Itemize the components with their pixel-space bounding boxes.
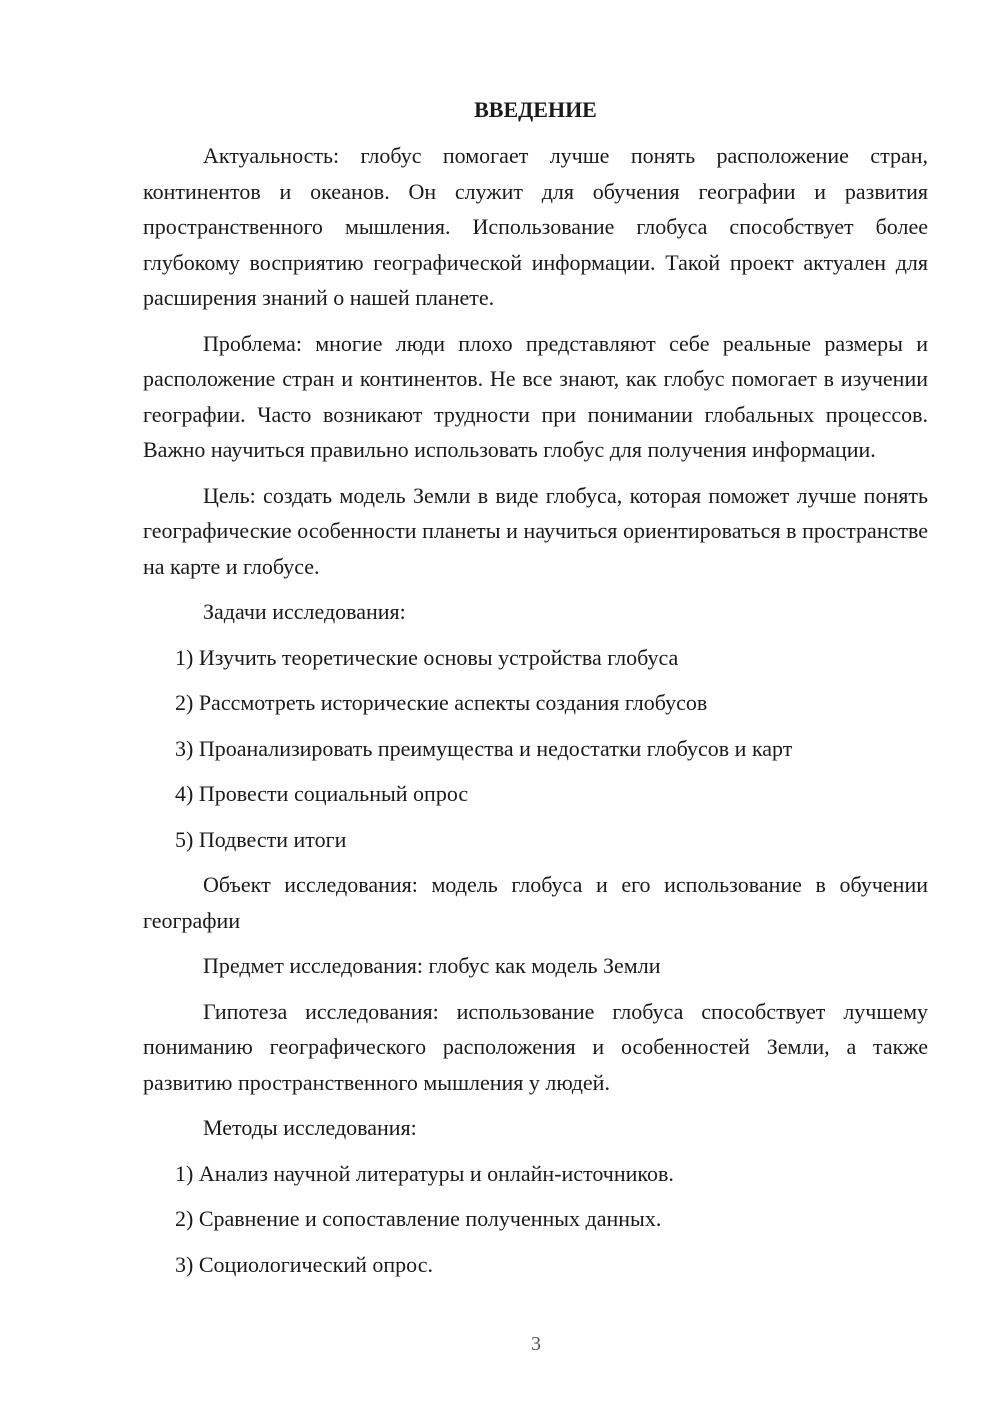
list-item: 4) Провести социальный опрос bbox=[175, 781, 469, 806]
document-page bbox=[143, 92, 928, 1292]
list-item: 1) Изучить теоретические основы устройства глобуса bbox=[175, 644, 679, 670]
list-item: 1) Анализ научной литературы и онлайн-источников. bbox=[175, 1160, 674, 1186]
relevance-paragraph: Актуальность: глобус помогает лучше понять расположение стран, континентов и океанов. Он служит для обучения географии и развития пространственного мышления. Использование глобуса способствует более глубокому восприятию географической информации. Такой проект актуален для расширения знаний о нашей планете. bbox=[143, 143, 928, 310]
problem-paragraph: Проблема: многие люди плохо представляют себе реальные размеры и расположение стран и континентов. Не все знают, как глобус помогает в изучении географии. Часто возникают трудности при понимании глобальных процессов. Важно научиться правильно использовать глобус для получения информации. bbox=[143, 330, 928, 462]
methods-list bbox=[143, 1156, 928, 1283]
list-item: 3) Проанализировать преимущества и недостатки глобусов и карт bbox=[175, 735, 793, 761]
page-number: 3 bbox=[531, 1333, 541, 1355]
methods-heading: Методы исследования: bbox=[203, 1115, 417, 1140]
tasks-list bbox=[143, 640, 928, 858]
list-item: 2) Сравнение и сопоставление полученных данных. bbox=[175, 1206, 662, 1231]
goal-paragraph: Цель: создать модель Земли в виде глобуса, которая поможет лучше понять географические особенности планеты и научиться ориентироваться в пространстве на карте и глобусе. bbox=[143, 482, 928, 579]
section-title: ВВЕДЕНИЕ bbox=[474, 97, 597, 122]
object-paragraph: Объект исследования: модель глобуса и его использование в обучении географии bbox=[143, 872, 928, 933]
list-item: 3) Социологический опрос. bbox=[175, 1251, 433, 1277]
list-item: 5) Подвести итоги bbox=[175, 826, 347, 852]
hypothesis-paragraph: Гипотеза исследования: использование глобуса способствует лучшему пониманию географического расположения и особенностей Земли, а также развитию пространственного мышления у людей. bbox=[143, 998, 928, 1095]
list-item: 2) Рассмотреть исторические аспекты создания глобусов bbox=[175, 690, 708, 715]
subject-paragraph: Предмет исследования: глобус как модель Земли bbox=[203, 953, 661, 978]
tasks-heading: Задачи исследования: bbox=[203, 599, 406, 624]
